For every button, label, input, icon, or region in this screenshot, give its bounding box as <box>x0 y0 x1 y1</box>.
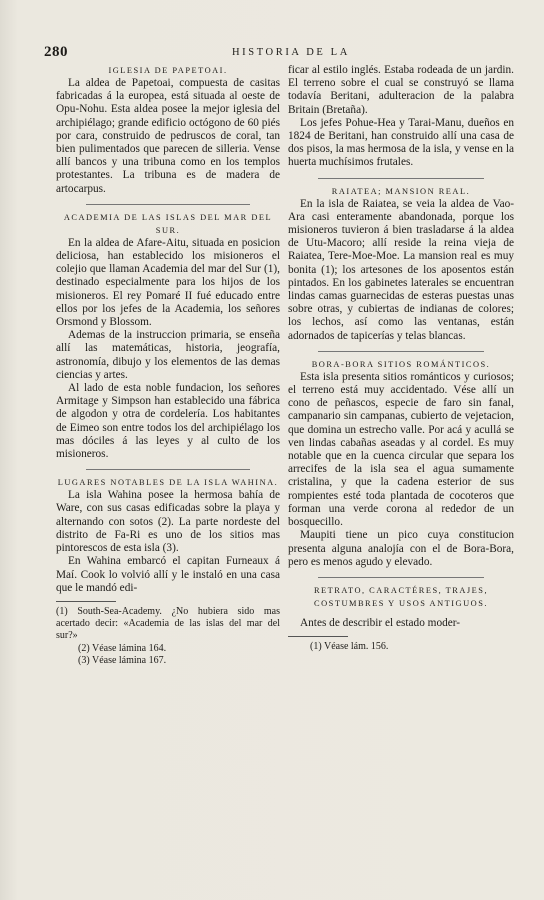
heading-wahina: LUGARES NOTABLES DE LA ISLA WAHINA. <box>57 478 279 488</box>
para-jefes: Los jefes Pohue-Hea y Tarai-Manu, dueños en 1824 de Beritani, han construido allí una casa de dos pisos, la mas hermosa de la isla, y vense en la huerta muchísimos frutales. <box>288 116 514 169</box>
section-divider <box>318 178 484 179</box>
section-divider <box>318 351 484 352</box>
footnote-right-1: (1) Véase lám. 156. <box>310 641 389 653</box>
footnote-2: (2) Véase lámina 164. <box>78 642 167 654</box>
page-number: 280 <box>44 44 68 60</box>
heading-iglesia: IGLESIA DE PAPETOAI. <box>108 66 228 75</box>
footnote-1: (1) South-Sea-Academy. ¿No hubiera sido mas acertado decir: «Academia de las islas del mar del sur?» <box>56 605 280 642</box>
section-divider <box>86 469 250 470</box>
para-wahina: La isla Wahina posee la hermosa bahía de Ware, con sus casas edificadas sobre la playa y alternando con sotos (2). La parte nordeste del distrito de Fa-Ri es uno de los sitios mas pintorescos de esta isla (3). <box>56 489 280 555</box>
heading-retrato: RETRATO, CARACTÉRES, TRAJES, COSTUMBRES Y USOS ANTIGUOS. <box>313 585 489 608</box>
running-title: HISTORIA DE LA <box>232 47 350 58</box>
spacer <box>288 610 514 617</box>
right-column <box>288 64 514 653</box>
para-fundacion: Al lado de esta noble fundacion, los señores Armitage y Simpson han establecido una fábrica de algodon y otra de cordelería. Los habitantes de Eimeo son entre todos los del archipiélago los mas dóciles á las leyes y al culto de los misioneros. <box>56 382 280 461</box>
para-bora-bora: Esta isla presenta sitios románticos y curiosos; el terreno está muy accidentado. Vése allí un cono de peñascos, especie de faro sin fanal, campanario sin campanas, cubierto de vejetacion, que domina un estrecho valle. Por acá y acullá se ven lindas cabañas aseadas y al cordel. Es muy notable que en la cuenca circular que separa los arrecifes de la isla sea el agua sumamente cristalina, y que la cadena esterior de sus rompientes esté toda plantada de cocoteros que forman una verde corona al rededor de un bosquecillo. <box>288 370 514 529</box>
heading-bora-bora: BORA-BORA SITIOS ROMÁNTICOS. <box>311 359 491 369</box>
heading-academia: ACADEMIA DE LAS ISLAS DEL MAR DEL SUR. <box>63 212 273 235</box>
page-header <box>44 44 514 62</box>
para-maupiti: Maupiti tiene un pico cuya constitucion presenta alguna analojía con el de Bora-Bora, pero es menos agudo y elevado. <box>288 529 514 568</box>
footnote-rule <box>288 636 348 637</box>
para-continuation: ficar al estilo inglés. Estaba rodeada de un jardin. El terreno sobre el cual se construyó se llama todavía Beritani, adulteracion de la palabra Britain (Bretaña). <box>288 64 514 116</box>
para-antes: Antes de describir el estado moder- <box>300 616 461 629</box>
para-furneaux: En Wahina embarcó el capitan Furneaux á Maí. Cook lo volvió allí y le instaló en una casa que le mandó edi- <box>56 555 280 594</box>
section-divider <box>86 204 250 205</box>
para-papetoai: La aldea de Papetoai, compuesta de casitas fabricadas á la europea, está situada al oeste de Opu-Nohu. Esta aldea posee la mejor iglesia del archipiélago; grande edificio octógono de 60 piés por cara, construido de pedruscos de coral, tan bien pulimentados que parecen de silleria. Vense allí bancos y una tribuna como en los templos protestantes. La tribuna es de madera de artocarpus. <box>56 77 280 195</box>
left-column <box>56 64 280 667</box>
footnote-rule <box>56 601 116 602</box>
para-afare-aitu: En la aldea de Afare-Aitu, situada en posicion deliciosa, han establecido los misioneros el colejio que llaman Academia del mar del Sur (1), destinado especialmente para los hijos de los misioneros. El rey Pomaré II fué educado entre ellos por los jefes de la Academia, los señores Orsmond y Blossom. <box>56 236 280 329</box>
heading-raiatea: RAIATEA; MANSION REAL. <box>331 186 471 196</box>
para-instruccion: Ademas de la instruccion primaria, se enseña allí las matemáticas, historia, jeografía, astronomía, dibujo y los elementos de las demas ciencias y artes. <box>56 329 280 381</box>
para-raiatea: En la isla de Raiatea, se veia la aldea de Vao-Ara casi enteramente abandonada, porque los misioneros tuvieron á bien trasladarse á la aldea de Utu-Macoro; allí reside la reina vieja de Raiatea, Tere-Moe-Moe. La mansion real es muy bonita (1); los artesones de los aposentos están pintados. En los gabinetes laterales se encuentran lindas camas guarnecidas de esteras puestas unas sobre otras, y cubiertas de indianas de colores; los lechos, así como las ventanas, están adornados de tapicerías y telas blancas. <box>288 197 514 342</box>
section-divider <box>318 577 484 578</box>
footnote-3: (3) Véase lámina 167. <box>78 654 167 666</box>
